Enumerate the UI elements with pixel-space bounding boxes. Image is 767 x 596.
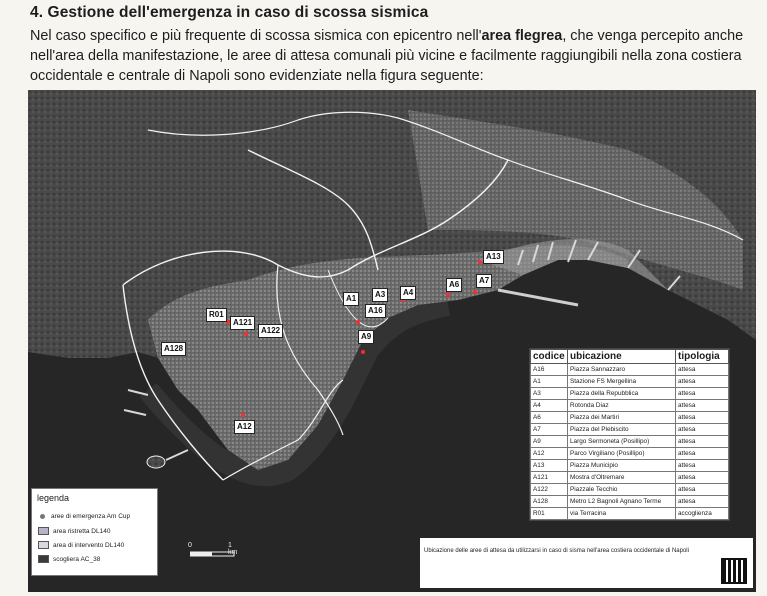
table-row — [531, 508, 729, 520]
marker-r01: R01 — [206, 308, 227, 322]
paragraph-text-2: , che venga percepito anche nell'area della manifestazione, le aree di attesa comunali più vicine e facilmente raggiungibili nella zona costiera occidentale e centrale di Napoli sono evidenziate nella figura seguente: — [30, 28, 744, 84]
legend-label: aree di emergenza Am Cup — [51, 513, 131, 520]
legend-label: scogliera AC_38 — [53, 555, 101, 563]
table-row — [531, 376, 729, 388]
cell-codice: A1 — [531, 376, 568, 388]
map-caption: Ubicazione delle aree di attesa da utilizzarsi in caso di sisma nell'area costiera occidentale di Napoli — [424, 548, 689, 554]
table-row — [531, 412, 729, 424]
cell-codice: A3 — [531, 388, 568, 400]
table-row — [531, 364, 729, 376]
map-figure — [28, 90, 756, 592]
legend-label: area ristretta DL140 — [53, 527, 111, 535]
cell-codice: A7 — [531, 424, 568, 436]
marker-a6: A6 — [446, 278, 462, 292]
cell-ubicazione: Rotonda Diaz — [568, 400, 676, 412]
section-heading: 4. Gestione dell'emergenza in caso di scossa sismica — [30, 4, 429, 21]
legend-item — [38, 541, 124, 549]
table-row — [531, 460, 729, 472]
cell-codice: A122 — [531, 484, 568, 496]
col-ubicazione: ubicazione — [568, 350, 676, 364]
cell-codice: A12 — [531, 448, 568, 460]
legend-item — [38, 513, 130, 520]
dot-icon — [40, 514, 45, 519]
swatch-icon — [38, 555, 49, 563]
cell-codice: A13 — [531, 460, 568, 472]
cell-tipologia: attesa — [676, 436, 729, 448]
table-row — [531, 496, 729, 508]
cell-codice: A16 — [531, 364, 568, 376]
cell-ubicazione: Mostra d'Oltremare — [568, 472, 676, 484]
table-row — [531, 472, 729, 484]
marker-a4: A4 — [400, 286, 416, 300]
col-tipologia: tipologia — [676, 350, 729, 364]
marker-a122: A122 — [258, 324, 283, 338]
paragraph-bold: area flegrea — [481, 28, 563, 44]
legend-item — [38, 555, 100, 563]
cell-ubicazione: Metro L2 Bagnoli Agnano Terme — [568, 496, 676, 508]
marker-a12: A12 — [234, 420, 255, 434]
table-row — [531, 436, 729, 448]
cell-ubicazione: Stazione FS Mergellina — [568, 376, 676, 388]
cell-ubicazione: Piazza dei Martiri — [568, 412, 676, 424]
qr-code-icon — [721, 558, 747, 584]
legend-item — [38, 527, 110, 535]
cell-codice: R01 — [531, 508, 568, 520]
table-row — [531, 484, 729, 496]
marker-a9: A9 — [358, 330, 374, 344]
table-header-row — [531, 350, 729, 364]
scale-ruler-icon — [190, 551, 242, 559]
table-row — [531, 448, 729, 460]
cell-codice: A4 — [531, 400, 568, 412]
cell-tipologia: attesa — [676, 400, 729, 412]
table-row — [531, 388, 729, 400]
cell-ubicazione: Piazza Municipio — [568, 460, 676, 472]
cell-ubicazione: Piazza del Plebiscito — [568, 424, 676, 436]
marker-a1: A1 — [343, 292, 359, 306]
cell-ubicazione: Largo Sermoneta (Posillipo) — [568, 436, 676, 448]
caption-box — [420, 538, 753, 588]
cell-codice: A9 — [531, 436, 568, 448]
cell-tipologia: attesa — [676, 484, 729, 496]
scale-start: 0 — [188, 542, 192, 549]
cell-codice: A121 — [531, 472, 568, 484]
cell-tipologia: attesa — [676, 412, 729, 424]
cell-tipologia: attesa — [676, 388, 729, 400]
legend-title: legenda — [37, 493, 70, 503]
marker-a13: A13 — [483, 250, 504, 264]
cell-tipologia: attesa — [676, 364, 729, 376]
cell-tipologia: attesa — [676, 424, 729, 436]
marker-a128: A128 — [161, 342, 186, 356]
marker-a16: A16 — [365, 304, 386, 318]
cell-ubicazione: Piazza Sannazzaro — [568, 364, 676, 376]
cell-tipologia: attesa — [676, 376, 729, 388]
map-legend — [31, 488, 158, 576]
cell-tipologia: attesa — [676, 472, 729, 484]
scale-bar — [188, 542, 240, 558]
scale-end: 1 km — [228, 542, 238, 556]
cell-tipologia: attesa — [676, 448, 729, 460]
cell-ubicazione: Piazza della Repubblica — [568, 388, 676, 400]
paragraph-text-1: Nel caso specifico e più frequente di scossa sismica con epicentro nell' — [30, 28, 482, 44]
cell-codice: A6 — [531, 412, 568, 424]
cell-ubicazione: via Terracina — [568, 508, 676, 520]
table-row — [531, 400, 729, 412]
marker-a7: A7 — [476, 274, 492, 288]
intro-paragraph — [30, 26, 760, 86]
cell-tipologia: attesa — [676, 496, 729, 508]
cell-tipologia: attesa — [676, 460, 729, 472]
legend-label: area di intervento DL140 — [53, 541, 125, 549]
location-table — [529, 348, 730, 521]
cell-ubicazione: Piazzale Tecchio — [568, 484, 676, 496]
cell-codice: A128 — [531, 496, 568, 508]
cell-ubicazione: Parco Virgiliano (Posillipo) — [568, 448, 676, 460]
marker-a121: A121 — [230, 316, 255, 330]
cell-tipologia: accoglienza — [676, 508, 729, 520]
table-row — [531, 424, 729, 436]
marker-a3: A3 — [372, 288, 388, 302]
col-codice: codice — [531, 350, 568, 364]
swatch-icon — [38, 527, 49, 535]
swatch-icon — [38, 541, 49, 549]
